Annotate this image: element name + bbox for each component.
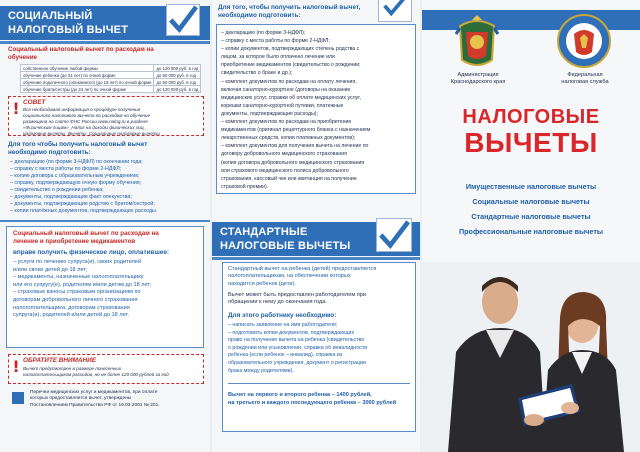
intro-line: находится ребенок (дети).	[228, 280, 296, 287]
fns-caption-line: Федеральная	[567, 72, 603, 78]
table-cell: обучение ребенка (до 24 лет) по очной форме	[21, 72, 154, 79]
divider	[0, 41, 210, 44]
divider	[212, 257, 420, 260]
footnote	[30, 390, 206, 409]
list-item: или страхового медицинского полиса добровольного	[221, 167, 349, 174]
list-item: – комплект документов по расходам на оплату лечения,	[221, 78, 357, 85]
panel-standard-deduction	[212, 0, 420, 452]
checkmark-icon	[166, 4, 200, 36]
standard-header-title-2: НАЛОГОВЫЕ ВЫЧЕТЫ	[220, 240, 351, 252]
list-item: договорам добровольного личного страхования	[13, 296, 138, 303]
table-cell: до 50 000 руб. в год	[154, 79, 201, 86]
standard-need-title: Для этого работнику необходимо:	[228, 312, 337, 319]
prepare-title-2: необходимо подготовить:	[8, 149, 91, 156]
advice-box	[8, 96, 204, 136]
list-item: страховой премии).	[221, 183, 269, 190]
intro-line: Стандартный вычет на ребенка (детей) предоставляется	[228, 266, 377, 272]
list-item: приобретение медикаментов (свидетельство о рождении;	[221, 62, 361, 69]
exclamation-icon: !	[12, 357, 20, 376]
list-item: лицом, за которое было оплачено лечение или	[221, 54, 335, 61]
list-item: брака между родителями).	[228, 367, 294, 374]
list-item: – медикаменты, назначенные налогоплательщику	[13, 274, 144, 281]
list-item: супруга(и), родителей и/или детей до 18 лет.	[13, 312, 130, 319]
list-item: о рождении или усыновлении, справка об инвалидности	[228, 344, 368, 351]
list-item: – справку, подтверждающую очную форму обучения;	[10, 180, 142, 186]
fns-caption-line: налоговая служба	[561, 79, 609, 85]
standard-note	[228, 292, 414, 307]
attention-line: налогоплательщиком расходов, но не более 120 000 рублей за год	[23, 372, 169, 377]
panel-cover	[422, 0, 640, 452]
table-row	[21, 72, 201, 79]
amount-line: Вычет на первого и второго ребенка – 1400 рублей,	[228, 392, 372, 398]
table-cell: обучение брата/сестры (до 24 лет) по очной форме	[21, 86, 154, 93]
list-item: и/или своих детей до 18 лет;	[13, 266, 88, 273]
list-item: – справку с места работы по форме 2-НДФЛ;	[221, 38, 330, 45]
krasnodar-emblem-icon	[452, 14, 502, 70]
note-line: Вычет может быть предоставлен работодателем при	[228, 292, 367, 298]
list-item: лекарственных средств, копии платежных документов);	[221, 135, 356, 142]
list-item: – страховые взносы страховым организациям по	[13, 289, 141, 296]
prepare-title-1: Для того чтобы получить налоговый вычет	[8, 141, 148, 148]
checkmark-icon	[376, 218, 412, 252]
attention-title: ОБРАТИТЕ ВНИМАНИЕ	[23, 357, 97, 364]
table-row	[21, 65, 201, 72]
social-header-title-1: СОЦИАЛЬНЫЙ	[8, 10, 93, 22]
list-item: корешки санаторно-курортной путевки, платежные	[221, 102, 344, 109]
list-item: – свидетельство о рождении ребенка;	[10, 187, 104, 193]
amount-line: на третьего и каждого последующего ребенка – 3000 рублей	[228, 400, 397, 406]
list-item: включая санаторно-курортное (договоры на оказание	[221, 86, 351, 93]
education-title-1: Социальный налоговый вычет по расходам на	[8, 46, 154, 53]
advice-line: Вся необходимая информация о процедуре получения	[23, 107, 141, 112]
list-item: или его супругу(е), родителям и/или детям до 18 лет;	[13, 281, 152, 288]
list-item: (копия договора добровольного медицинского страхования	[221, 159, 365, 166]
advice-title: СОВЕТ	[23, 99, 46, 106]
list-item: страхования, кассовый чек или квитанция на получение	[221, 175, 357, 182]
standard-deduction-box	[222, 262, 416, 432]
checkmark-icon	[378, 0, 412, 22]
cover-menu	[422, 182, 640, 236]
standard-amounts	[228, 391, 414, 407]
cover-title-1: НАЛОГОВЫЕ	[462, 106, 600, 128]
table-cell: до 50 000 руб. в год	[154, 72, 201, 79]
table-cell: обучение подопечного (опекаемого) (до 18 лет) по очной форме	[21, 79, 154, 86]
education-expense-table	[20, 64, 201, 93]
note-line: обращении к нему до окончания года.	[228, 299, 327, 306]
list-item: – документы, подтверждающие факт опекунства;	[10, 194, 132, 200]
list-item: – документы, подтверждающие родство с братом/сестрой;	[10, 201, 155, 207]
table-row	[21, 86, 201, 93]
fns-emblem-icon	[556, 12, 612, 70]
medical-list	[13, 259, 201, 320]
footnote-line: которых предоставляется вычет, утверждены	[30, 396, 132, 402]
table-cell: собственное обучение любой формы	[21, 65, 154, 72]
list-item: ребенка (если ребенок – инвалид), справка из	[228, 352, 343, 359]
list-item: медицинских услуг, справки об оплате медицинских услуг,	[221, 94, 361, 101]
advice-line: налоговые вычеты_Вычеты_Социальные налоговые вычеты	[23, 131, 160, 136]
prepare-title-1: Для того, чтобы получить налоговый вычет,	[218, 4, 361, 11]
fns-caption	[542, 72, 628, 86]
list-item: право на получение вычета на ребенка (свидетельство	[228, 337, 365, 344]
list-item: – услуги по лечению супруга(и), своих родителей	[13, 259, 142, 265]
panel-social-deduction	[0, 0, 210, 452]
footnote-line: Перечни медицинских услуг и медикаментов, при оплате	[30, 390, 158, 395]
list-item: – комплект документов для получения вычета на лечение по	[221, 143, 369, 150]
exclamation-icon: !	[12, 99, 20, 118]
list-item: – копии документов, подтверждающих степень родства с	[221, 46, 360, 53]
list-item: налогоплательщика, договорам страхования	[13, 304, 130, 311]
list-item: образовательного учреждения, документ о регистрации	[228, 359, 366, 366]
square-bullet-icon	[12, 392, 24, 404]
list-item: – комплект документов по расходам на приобретение	[221, 119, 352, 126]
advice-line: социального налогового вычета по расходам на обучение	[23, 113, 151, 118]
table-cell: до 120 000 руб. в год	[154, 86, 201, 93]
cover-title-2: ВЫЧЕТЫ	[464, 127, 598, 158]
table-cell: до 120 000 руб. в год	[154, 65, 201, 72]
medical-documents-list	[221, 29, 415, 191]
list-item: свидетельство о браке и др.);	[221, 70, 293, 77]
table-row	[21, 79, 201, 86]
advice-line: «Физическим лицам»_Налог на доходы физических лиц_	[23, 125, 147, 130]
social-header-title-2: НАЛОГОВЫЙ ВЫЧЕТ	[8, 24, 129, 36]
standard-need-list	[228, 322, 414, 375]
admin-caption-line: Администрация	[457, 72, 499, 78]
medical-section	[6, 226, 204, 348]
list-item: медикаментов (оригинал рецептурного бланка с назначением	[221, 127, 371, 134]
education-title-2: обучение	[8, 54, 37, 61]
list-item: документы, подтверждающие расходы);	[221, 110, 318, 117]
admin-caption-line: Краснодарского края	[450, 79, 506, 85]
menu-item-standard: Стандартные налоговые вычеты	[471, 212, 591, 221]
attention-box	[8, 354, 204, 384]
list-item: договору добровольного медицинского страхования	[221, 151, 347, 158]
standard-intro	[228, 266, 414, 288]
footnote-line: Постановлением Правительства РФ от 19.03.2001 № 201.	[30, 402, 160, 408]
medical-documents-box	[216, 24, 416, 194]
medical-subtitle: вправе получить физическое лицо, оплатившее:	[13, 249, 170, 256]
advice-text	[23, 107, 160, 137]
prepare-title-2: необходимо подготовить:	[218, 12, 301, 19]
attention-line: Вычет предусмотрен в размере понесенных	[23, 366, 122, 371]
attention-text	[23, 366, 169, 378]
list-item: – написать заявление на имя работодателя;	[228, 322, 338, 328]
list-item: – справку с места работы по форме 2-НДФЛ;	[10, 166, 122, 172]
divider	[0, 220, 210, 222]
list-item: – декларацию (по форме 3-НДФЛ) по окончании года;	[10, 159, 143, 165]
standard-header-title-1: СТАНДАРТНЫЕ	[220, 226, 308, 238]
people-photo	[422, 262, 640, 452]
menu-item-social: Социальные налоговые вычеты	[472, 197, 590, 206]
prepare-list	[10, 159, 206, 215]
medical-title-1: Социальный налоговый вычет по расходам на	[13, 230, 159, 237]
list-item: – декларацию (по форме 3-НДФЛ);	[221, 30, 306, 36]
divider	[228, 383, 410, 384]
medical-title-2: лечение и приобретение медикаментов	[13, 238, 136, 245]
list-item: – подготовить копии документов, подтверждающих	[228, 329, 355, 336]
advice-line: размещена на сайте ФНС России www.nalog.ru в разделе	[23, 119, 148, 124]
menu-item-professional: Профессиональные налоговые вычеты	[459, 227, 603, 236]
list-item: – копии платёжных документов, подтверждающих расходы.	[10, 208, 158, 214]
list-item: – копию договора с образовательным учреждением;	[10, 173, 140, 179]
intro-line: налогоплательщикам, на обеспечении которых	[228, 273, 351, 280]
admin-caption	[436, 72, 520, 86]
menu-item-property: Имущественные налоговые вычеты	[465, 182, 597, 191]
